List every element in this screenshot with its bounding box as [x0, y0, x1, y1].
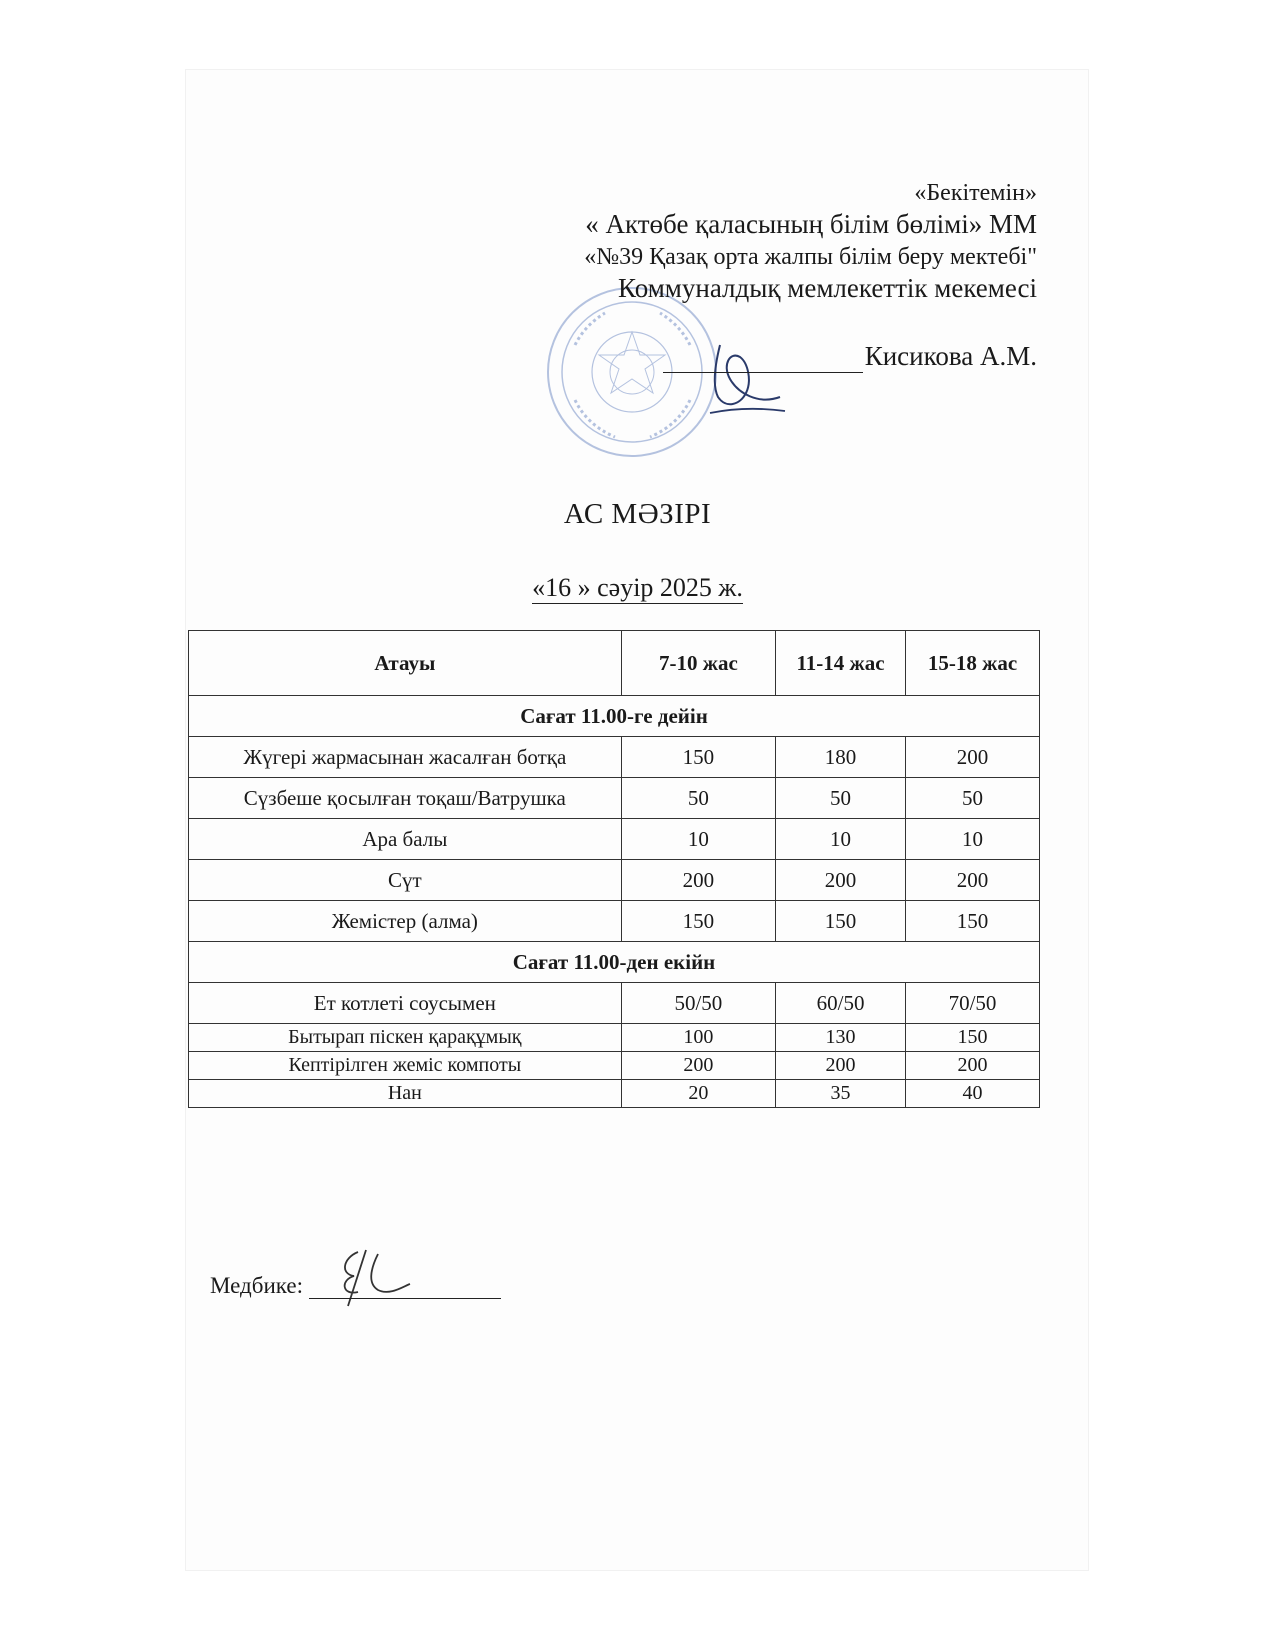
header-age-7-10: 7-10 жас [621, 631, 775, 696]
portion-11-14: 150 [776, 901, 906, 942]
table-row [189, 1052, 1040, 1080]
portion-11-14: 180 [776, 737, 906, 778]
portion-11-14: 200 [776, 860, 906, 901]
dish-name: Кептірілген жеміс компоты [189, 1052, 622, 1080]
portion-11-14: 130 [776, 1024, 906, 1052]
portion-11-14: 10 [776, 819, 906, 860]
table-row [189, 737, 1040, 778]
portion-7-10: 100 [621, 1024, 775, 1052]
portion-15-18: 200 [905, 1052, 1039, 1080]
approval-department: « Актөбе қаласының білім бөлімі» ММ [585, 209, 1037, 239]
table-header-row [189, 631, 1040, 696]
nurse-signature-block [210, 1273, 501, 1299]
dish-name: Жүгері жармасынан жасалған ботқа [189, 737, 622, 778]
table-row [189, 1024, 1040, 1052]
page-title: АС МӘЗІРІ [563, 498, 712, 530]
portion-11-14: 35 [776, 1080, 906, 1108]
portion-15-18: 150 [905, 1024, 1039, 1052]
portion-7-10: 50 [621, 778, 775, 819]
table-row [189, 778, 1040, 819]
approval-institution: Коммуналдық мемлекеттік мекемесі [618, 272, 1037, 303]
table-row [189, 983, 1040, 1024]
table-row [189, 901, 1040, 942]
section-before-11: Сағат 11.00-ге дейін [189, 696, 1040, 737]
portion-15-18: 40 [905, 1080, 1039, 1108]
table-row [189, 860, 1040, 901]
menu-table [188, 630, 1040, 1108]
approval-signature-line [584, 340, 1037, 374]
portion-7-10: 200 [621, 860, 775, 901]
portion-7-10: 150 [621, 737, 775, 778]
signature-underline [663, 344, 863, 373]
approval-school: «№39 Қазақ орта жалпы білім беру мектебі" [584, 243, 1037, 270]
dish-name: Бытырап піскен қарақұмық [189, 1024, 622, 1052]
portion-15-18: 200 [905, 860, 1039, 901]
table-row [189, 1080, 1040, 1108]
menu-date [0, 573, 1275, 603]
section-row [189, 696, 1040, 737]
table-row [189, 819, 1040, 860]
nurse-label: Медбике: [210, 1273, 303, 1298]
portion-7-10: 10 [621, 819, 775, 860]
portion-7-10: 50/50 [621, 983, 775, 1024]
approval-block [584, 178, 1037, 373]
header-age-15-18: 15-18 жас [905, 631, 1039, 696]
approval-heading: «Бекітемін» [914, 180, 1037, 206]
portion-15-18: 150 [905, 901, 1039, 942]
header-name: Атауы [189, 631, 622, 696]
portion-11-14: 50 [776, 778, 906, 819]
dish-name: Ара балы [189, 819, 622, 860]
portion-15-18: 70/50 [905, 983, 1039, 1024]
portion-15-18: 200 [905, 737, 1039, 778]
header-age-11-14: 11-14 жас [776, 631, 906, 696]
section-row [189, 942, 1040, 983]
dish-name: Сүт [189, 860, 622, 901]
menu-date-text: «16 » сәуір 2025 ж. [532, 573, 743, 602]
nurse-signature-line [309, 1276, 501, 1299]
portion-7-10: 150 [621, 901, 775, 942]
portion-11-14: 60/50 [776, 983, 906, 1024]
dish-name: Нан [189, 1080, 622, 1108]
dish-name: Сүзбеше қосылған тоқаш/Ватрушка [189, 778, 622, 819]
dish-name: Ет котлеті соусымен [189, 983, 622, 1024]
dish-name: Жемістер (алма) [189, 901, 622, 942]
portion-7-10: 200 [621, 1052, 775, 1080]
portion-15-18: 50 [905, 778, 1039, 819]
section-after-11: Сағат 11.00-ден екійн [189, 942, 1040, 983]
portion-15-18: 10 [905, 819, 1039, 860]
signatory-name: Кисикова А.М. [864, 340, 1037, 371]
portion-7-10: 20 [621, 1080, 775, 1108]
portion-11-14: 200 [776, 1052, 906, 1080]
